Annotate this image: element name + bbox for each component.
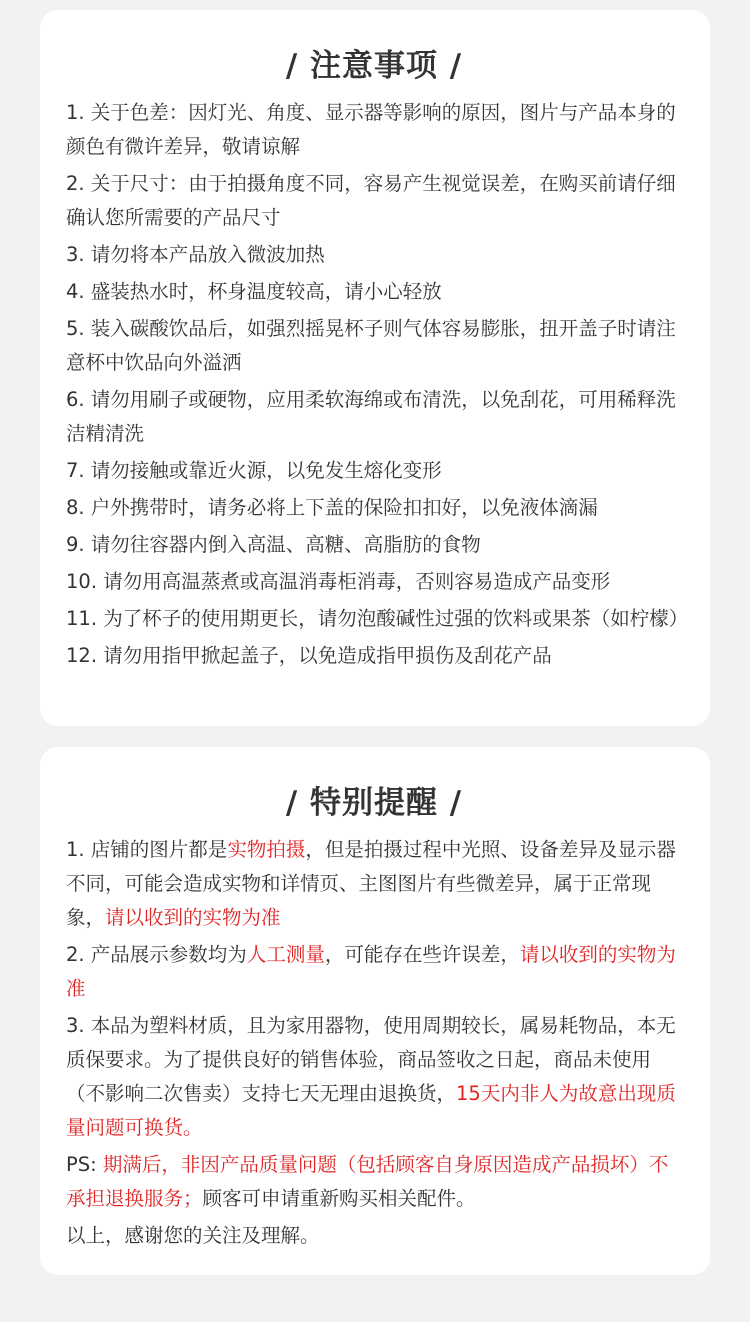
reminders-title: / 特别提醒 / xyxy=(285,785,463,821)
notes-item: 5. 装入碳酸饮品后，如强烈摇晃杯子则气体容易膨胀，扭开盖子时请注意杯中饮品向外溢洒 xyxy=(66,317,676,374)
highlight-text: 请以收到的实物为准 xyxy=(105,906,281,929)
highlight-text: 人工测量 xyxy=(246,943,325,966)
notes-title: / 注意事项 / xyxy=(285,48,463,84)
reminders-card xyxy=(40,747,710,1275)
notes-item: 10. 请勿用高温蒸煮或高温消毒柜消毒，否则容易造成产品变形 xyxy=(66,570,611,593)
highlight-text: 期满后，非因产品质量问题（包括顾客自身原因造成产品损坏）不承担退换服务； xyxy=(66,1153,669,1210)
reminder-item-measurements xyxy=(66,938,682,1006)
notes-card xyxy=(40,10,710,726)
notes-item: 9. 请勿往容器内倒入高温、高糖、高脂肪的食物 xyxy=(66,533,481,556)
reminder-text: 1. 店铺的图片都是 xyxy=(66,838,228,861)
notes-item: 2. 关于尺寸：由于拍摄角度不同，容易产生视觉误差，在购买前请仔细确认您所需要的产品尺寸 xyxy=(66,172,676,229)
reminder-text: 3. 本品为塑料材质，且为家用器物，使用周期较长，属易耗物品，本无质保要求。为了提供良好的销售体验，商品签收之日起，商品未使用（不影响二次售卖）支持七天无理由退换货， xyxy=(66,1014,676,1105)
highlight-text: 15天内非人为故意出现质量问题可换货。 xyxy=(66,1082,676,1139)
closing-text: 以上，感谢您的关注及理解。 xyxy=(66,1224,320,1247)
notes-item: 8. 户外携带时，请务必将上下盖的保险扣扣好，以免液体滴漏 xyxy=(66,496,598,519)
reminder-text: 顾客可申请重新购买相关配件。 xyxy=(202,1187,476,1210)
notes-item: 7. 请勿接触或靠近火源，以免发生熔化变形 xyxy=(66,459,442,482)
reminder-text: 2. 产品展示参数均为 xyxy=(66,943,247,966)
notes-item: 1. 关于色差：因灯光、角度、显示器等影响的原因，图片与产品本身的颜色有微许差异，敬请谅解 xyxy=(66,101,676,158)
reminder-text: ，但是拍摄过程中光照、设备差异及显示器不同，可能会造成实物和详情页、主图图片有些微差异，属于正常现象， xyxy=(66,838,676,929)
highlight-text: 请以收到的实物为准 xyxy=(66,943,676,1000)
notes-item: 11. 为了杯子的使用期更长，请勿泡酸碱性过强的饮料或果茶（如柠檬） xyxy=(66,607,689,630)
ps-label: PS: xyxy=(66,1153,103,1176)
reminder-item-returns xyxy=(66,1009,682,1145)
highlight-text: 实物拍摄 xyxy=(227,838,306,861)
reminder-item-photos xyxy=(66,833,682,935)
reminder-text: ，可能存在些许误差， xyxy=(324,943,520,966)
notes-item: 6. 请勿用刷子或硬物，应用柔软海绵或布清洗，以免刮花，可用稀释洗洁精清洗 xyxy=(66,388,676,445)
notes-item: 4. 盛装热水时，杯身温度较高，请小心轻放 xyxy=(66,280,442,303)
notes-item: 3. 请勿将本产品放入微波加热 xyxy=(66,243,325,266)
notes-item: 12. 请勿用指甲掀起盖子，以免造成指甲损伤及刮花产品 xyxy=(66,644,552,667)
reminder-item-ps xyxy=(66,1148,682,1216)
notes-list xyxy=(66,96,689,673)
reminders-list xyxy=(66,833,682,1253)
